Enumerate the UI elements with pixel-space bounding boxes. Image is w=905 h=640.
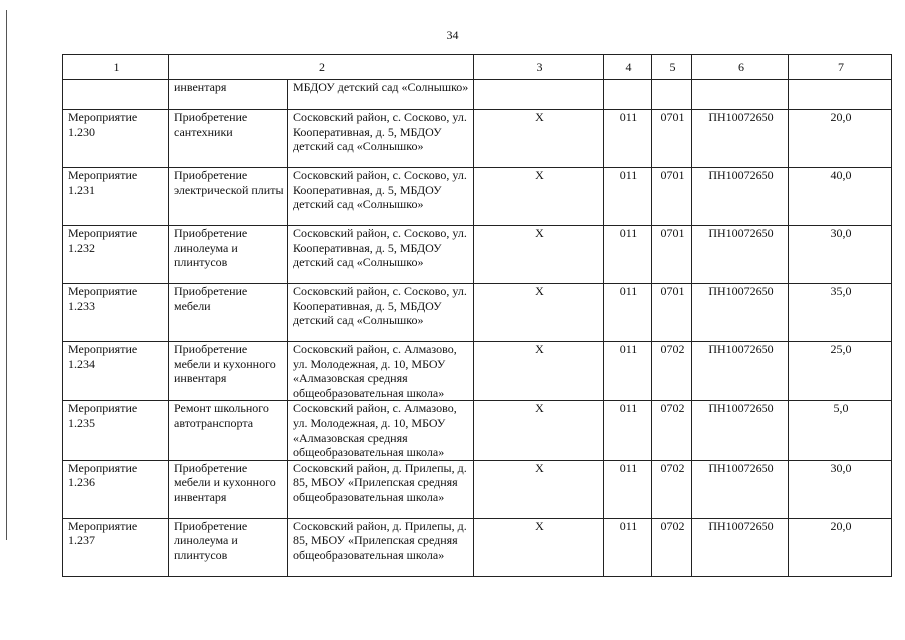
cell-code-a: 011	[604, 284, 652, 342]
cell-code-b	[652, 80, 692, 110]
cell-code-c: ПН10072650	[692, 226, 789, 284]
cell-mark: Х	[474, 401, 604, 460]
cell-amount: 30,0	[789, 460, 892, 518]
cell-address: Сосковский район, с. Алмазово, ул. Молодежная, д. 10, МБОУ «Алмазовская средняя общеобразовательная школа»	[288, 342, 474, 401]
table-row	[63, 460, 892, 518]
cell-amount: 20,0	[789, 110, 892, 168]
header-cell: 3	[474, 55, 604, 80]
header-cell: 4	[604, 55, 652, 80]
cell-code-b: 0701	[652, 110, 692, 168]
cell-name: Мероприятие 1.236	[63, 460, 169, 518]
cell-amount: 5,0	[789, 401, 892, 460]
cell-code-a: 011	[604, 168, 652, 226]
cell-mark: Х	[474, 342, 604, 401]
header-cell: 1	[63, 55, 169, 80]
cell-amount: 40,0	[789, 168, 892, 226]
cell-code-b: 0702	[652, 460, 692, 518]
cell-code-c: ПН10072650	[692, 342, 789, 401]
cell-code-a: 011	[604, 518, 652, 576]
table-row	[63, 110, 892, 168]
cell-code-b: 0701	[652, 226, 692, 284]
cell-code-a	[604, 80, 652, 110]
cell-name: Мероприятие 1.233	[63, 284, 169, 342]
table-header-row	[63, 55, 892, 80]
cell-name: Мероприятие 1.237	[63, 518, 169, 576]
cell-name: Мероприятие 1.231	[63, 168, 169, 226]
cell-code-c: ПН10072650	[692, 401, 789, 460]
cell-name: Мероприятие 1.234	[63, 342, 169, 401]
cell-item: Приобретение электрической плиты	[169, 168, 288, 226]
cell-item: Приобретение мебели и кухонного инвентаря	[169, 342, 288, 401]
cell-address: Сосковский район, д. Прилепы, д. 85, МБОУ «Прилепская средняя общеобразовательная школа»	[288, 518, 474, 576]
header-cell: 2	[169, 55, 474, 80]
cell-address: Сосковский район, д. Прилепы, д. 85, МБОУ «Прилепская средняя общеобразовательная школа»	[288, 460, 474, 518]
table-row	[63, 342, 892, 401]
margin-rule	[6, 10, 7, 540]
cell-mark: Х	[474, 110, 604, 168]
cell-code-b: 0702	[652, 518, 692, 576]
cell-item: Приобретение мебели и кухонного инвентаря	[169, 460, 288, 518]
cell-item: инвентаря	[169, 80, 288, 110]
cell-item: Приобретение мебели	[169, 284, 288, 342]
cell-address: МБДОУ детский сад «Солнышко»	[288, 80, 474, 110]
table-row	[63, 284, 892, 342]
cell-mark: Х	[474, 460, 604, 518]
cell-code-b: 0701	[652, 284, 692, 342]
cell-address: Сосковский район, с. Сосково, ул. Кооперативная, д. 5, МБДОУ детский сад «Солнышко»	[288, 110, 474, 168]
cell-address: Сосковский район, с. Сосково, ул. Кооперативная, д. 5, МБДОУ детский сад «Солнышко»	[288, 284, 474, 342]
cell-code-c: ПН10072650	[692, 110, 789, 168]
header-cell: 6	[692, 55, 789, 80]
cell-amount: 30,0	[789, 226, 892, 284]
cell-mark	[474, 80, 604, 110]
cell-mark: Х	[474, 284, 604, 342]
cell-amount: 20,0	[789, 518, 892, 576]
cell-item: Приобретение сантехники	[169, 110, 288, 168]
cell-code-c: ПН10072650	[692, 518, 789, 576]
cell-code-a: 011	[604, 401, 652, 460]
cell-code-a: 011	[604, 110, 652, 168]
cell-amount: 35,0	[789, 284, 892, 342]
table-row	[63, 80, 892, 110]
cell-name: Мероприятие 1.235	[63, 401, 169, 460]
cell-address: Сосковский район, с. Алмазово, ул. Молодежная, д. 10, МБОУ «Алмазовская средняя общеобразовательная школа»	[288, 401, 474, 460]
cell-code-c: ПН10072650	[692, 168, 789, 226]
cell-code-a: 011	[604, 460, 652, 518]
table-row	[63, 401, 892, 460]
header-cell: 7	[789, 55, 892, 80]
page-number: 34	[446, 28, 459, 42]
cell-amount: 25,0	[789, 342, 892, 401]
cell-code-a: 011	[604, 226, 652, 284]
cell-mark: Х	[474, 168, 604, 226]
table-row	[63, 518, 892, 576]
cell-code-a: 011	[604, 342, 652, 401]
cell-code-c	[692, 80, 789, 110]
table-body	[63, 110, 892, 577]
header-cell: 5	[652, 55, 692, 80]
cell-code-b: 0702	[652, 342, 692, 401]
measures-table	[62, 54, 892, 577]
cell-address: Сосковский район, с. Сосково, ул. Кооперативная, д. 5, МБДОУ детский сад «Солнышко»	[288, 226, 474, 284]
table-row	[63, 168, 892, 226]
cell-name	[63, 80, 169, 110]
cell-code-c: ПН10072650	[692, 284, 789, 342]
cell-mark: Х	[474, 226, 604, 284]
cell-amount	[789, 80, 892, 110]
cell-item: Приобретение линолеума и плинтусов	[169, 226, 288, 284]
cell-item: Приобретение линолеума и плинтусов	[169, 518, 288, 576]
cell-address: Сосковский район, с. Сосково, ул. Кооперативная, д. 5, МБДОУ детский сад «Солнышко»	[288, 168, 474, 226]
table-row	[63, 226, 892, 284]
cell-code-b: 0702	[652, 401, 692, 460]
cell-mark: Х	[474, 518, 604, 576]
cell-code-c: ПН10072650	[692, 460, 789, 518]
cell-name: Мероприятие 1.232	[63, 226, 169, 284]
cell-item: Ремонт школьного автотранспорта	[169, 401, 288, 460]
cell-name: Мероприятие 1.230	[63, 110, 169, 168]
cell-code-b: 0701	[652, 168, 692, 226]
